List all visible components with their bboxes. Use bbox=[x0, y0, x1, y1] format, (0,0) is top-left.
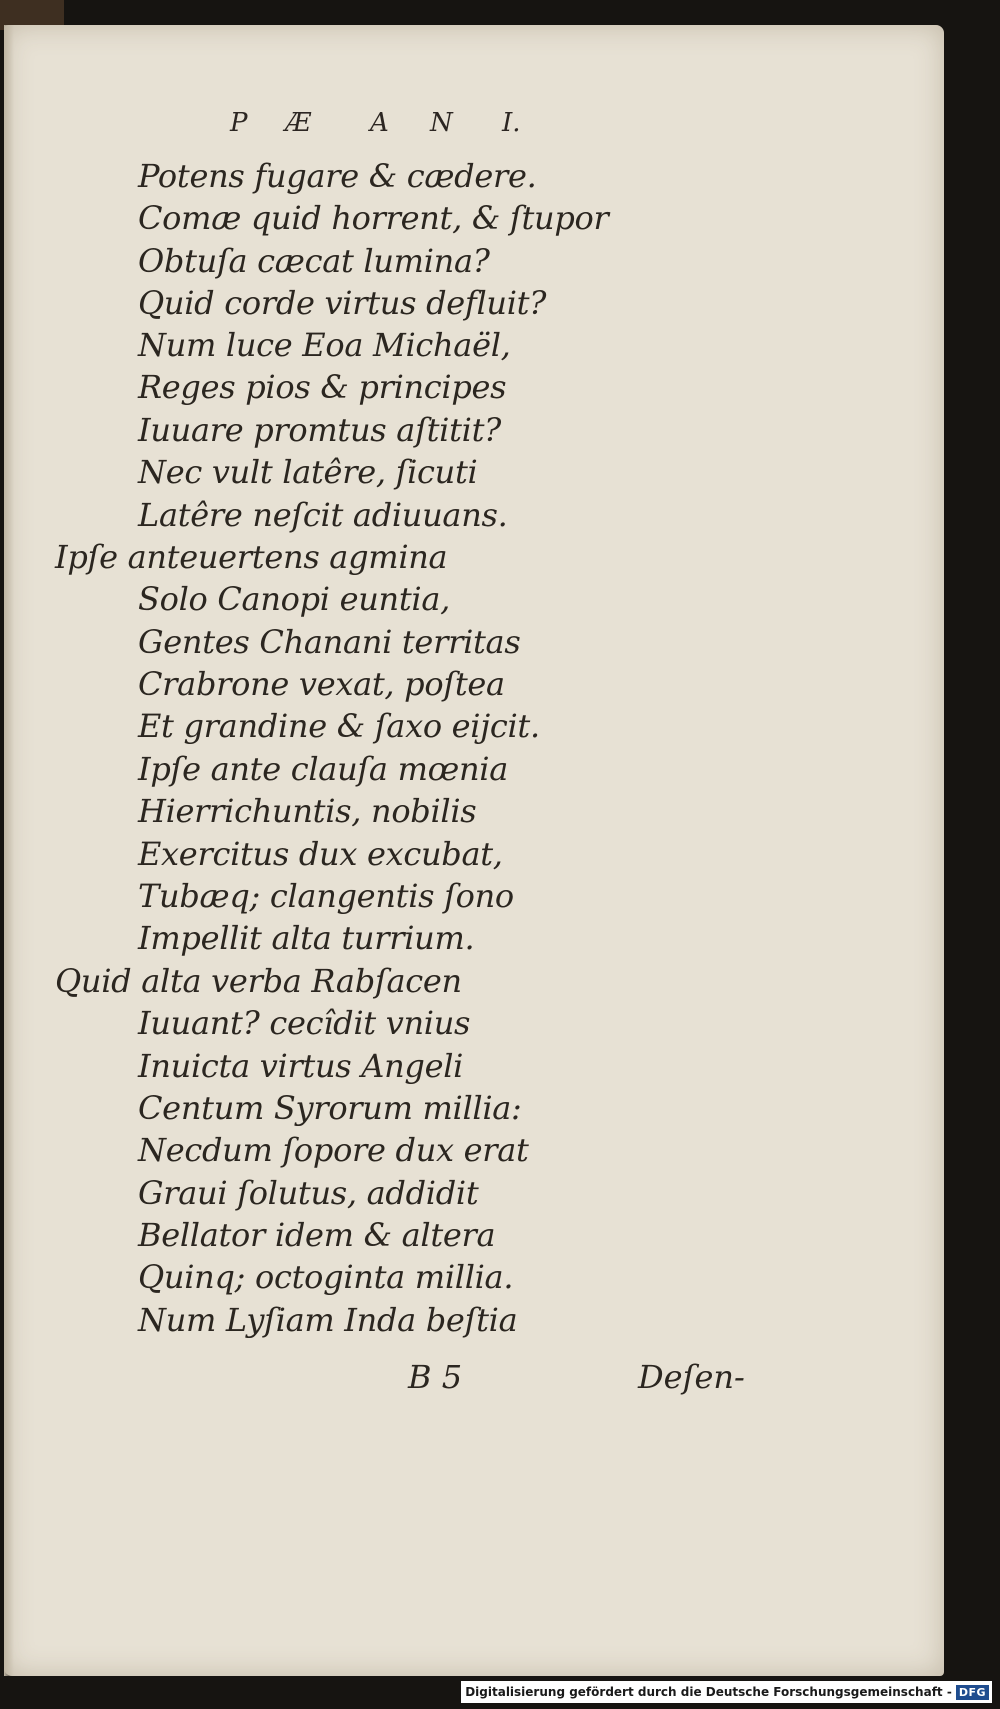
dfg-logo: DFG bbox=[956, 1685, 989, 1700]
page-gutter-shadow bbox=[4, 25, 14, 1676]
digitization-credit bbox=[461, 1681, 992, 1703]
verse-line: Quid corde virtus defluit? bbox=[138, 284, 547, 322]
verse-line: Iuuant? cecîdit vnius bbox=[138, 1004, 471, 1042]
verse-line: Graui ſolutus, addidit bbox=[138, 1174, 479, 1212]
verse-line: Iuuare promtus aſtitit? bbox=[138, 411, 502, 449]
verse-line: Crabrone vexat, poſtea bbox=[138, 665, 505, 703]
header-letter: I. bbox=[502, 108, 521, 138]
verse-line: Comæ quid horrent, & ſtupor bbox=[138, 199, 609, 237]
verse-line: Reges pios & principes bbox=[138, 368, 507, 406]
running-header bbox=[230, 108, 550, 148]
verse-line: Solo Canopi euntia, bbox=[138, 580, 450, 618]
verse-line: Gentes Chanani territas bbox=[138, 623, 521, 661]
header-letter: A bbox=[370, 108, 389, 138]
verse-line: Num Lyſiam Inda beſtia bbox=[138, 1301, 518, 1339]
verse-line: Ipſe ante clauſa mœnia bbox=[138, 750, 508, 788]
header-letter: P bbox=[230, 108, 248, 138]
verse-line: Impellit alta turrium. bbox=[138, 919, 475, 957]
verse-line: Quid alta verba Rabſacen bbox=[55, 962, 462, 1000]
catchword: Deſen- bbox=[638, 1358, 745, 1396]
verse-line: Inuicta virtus Angeli bbox=[138, 1047, 464, 1085]
verse-line: Hierrichuntis, nobilis bbox=[138, 792, 477, 830]
verse-line: Necdum ſopore dux erat bbox=[138, 1131, 529, 1169]
verse-line: Quinq; octoginta millia. bbox=[138, 1258, 514, 1296]
verse-line: Centum Syrorum millia: bbox=[138, 1089, 522, 1127]
verse-line: Num luce Eoa Michaël, bbox=[138, 326, 511, 364]
verse-line: Obtuſa cæcat lumina? bbox=[138, 242, 490, 280]
header-letter: N bbox=[430, 108, 453, 138]
verse-line: Tubæq; clangentis ſono bbox=[138, 877, 514, 915]
verse-line: Nec vult latêre, ſicuti bbox=[138, 453, 478, 491]
header-letter: Æ bbox=[285, 108, 312, 138]
verse-line: Exercitus dux excubat, bbox=[138, 835, 503, 873]
verse-line: Latêre neſcit adiuuans. bbox=[138, 496, 508, 534]
verse-line: Potens fugare & cædere. bbox=[138, 157, 537, 195]
verse-line: Bellator idem & altera bbox=[138, 1216, 496, 1254]
signature-mark: B 5 bbox=[408, 1358, 463, 1396]
verse-line: Ipſe anteuertens agmina bbox=[55, 538, 448, 576]
verse-line: Et grandine & ſaxo eijcit. bbox=[138, 707, 540, 745]
credit-text: Digitalisierung gefördert durch die Deutsche Forschungsgemeinschaft - bbox=[465, 1685, 952, 1699]
